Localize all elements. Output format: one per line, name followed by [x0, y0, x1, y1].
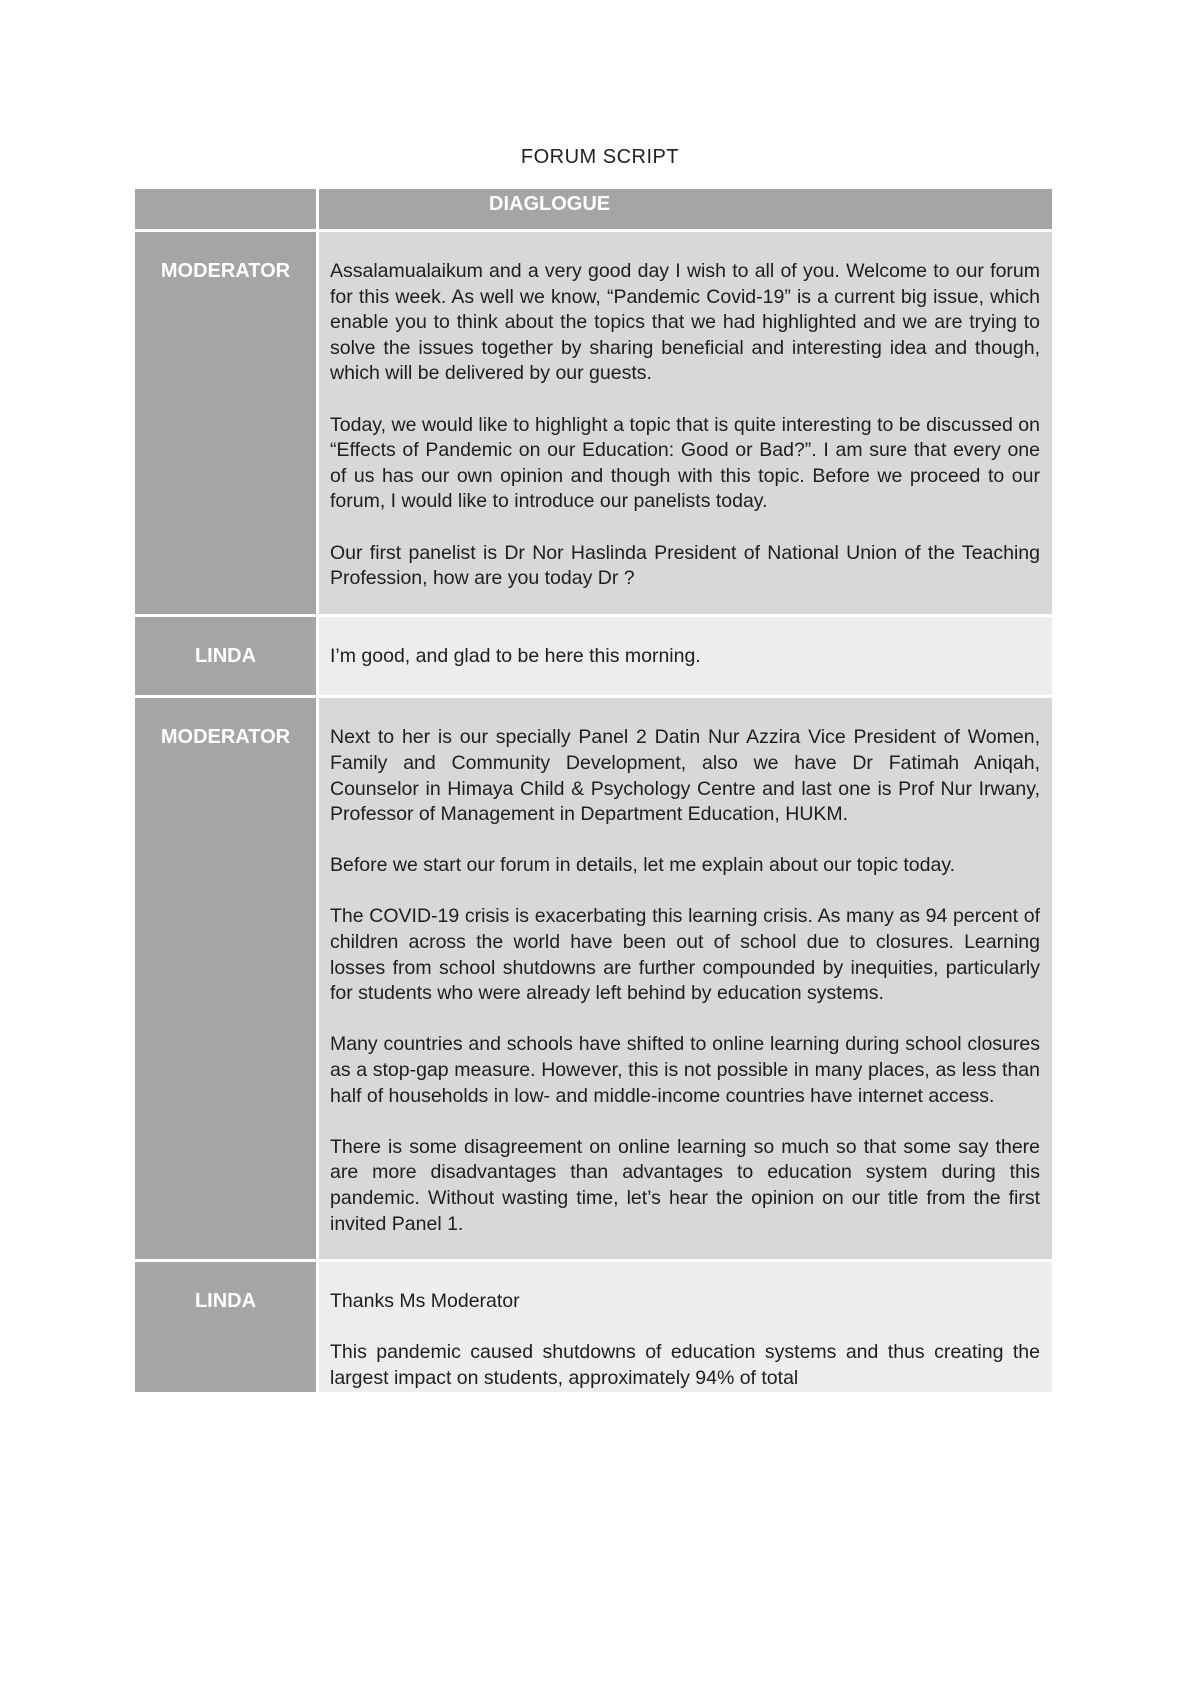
speaker-name: MODERATOR	[135, 698, 319, 1259]
dialogue-paragraph: Before we start our forum in details, let me explain about our topic today.	[330, 854, 956, 877]
dialogue-paragraph: Many countries and schools have shifted to online learning during school closures as a stop-gap measure. However, this is not possible in many places, as less than half of households in low- and middle-income countries have internet access.	[330, 1033, 1040, 1107]
page-title: FORUM SCRIPT	[520, 146, 680, 168]
dialogue-text	[319, 1262, 1052, 1391]
dialogue-paragraph: There is some disagreement on online learning so much so that some say there are more disadvantages than advantages to education system during this pandemic. Without wasting time, let’s hear the opinion on our title from the first invited Panel 1.	[330, 1135, 1040, 1235]
speaker-name: LINDA	[135, 617, 319, 696]
dialogue-text	[319, 232, 1052, 614]
dialogue-paragraph: Our first panelist is Dr Nor Haslinda President of National Union of the Teaching Profession, how are you today Dr ?	[330, 541, 1040, 590]
speaker-name: MODERATOR	[135, 232, 319, 614]
table-row	[135, 232, 1052, 617]
dialogue-paragraph: The COVID-19 crisis is exacerbating this learning crisis. As many as 94 percent of children across the world have been out of school due to closures. Learning losses from school shutdowns are further compounded by inequities, particularly for students who were already left behind by education systems.	[330, 905, 1040, 1005]
dialogue-text	[319, 617, 1052, 696]
dialogue-header-cell: DIAGLOGUE	[319, 189, 1052, 229]
table-row	[135, 617, 1052, 699]
dialogue-paragraph: Thanks Ms Moderator	[330, 1290, 520, 1313]
dialogue-paragraph: This pandemic caused shutdowns of education systems and thus creating the largest impact on students, approximately 94% of total	[330, 1341, 1040, 1389]
table-header-row	[135, 189, 1052, 232]
forum-script-table	[135, 189, 1052, 1544]
dialogue-paragraph: Assalamualaikum and a very good day I wish to all of you. Welcome to our forum for this week. As well we know, “Pandemic Covid-19” is a current big issue, which enable you to think about the topics that we had highlighted and we are trying to solve the issues together by sharing beneficial and interesting idea and though, which will be delivered by our guests.	[330, 260, 1040, 385]
dialogue-paragraph: I’m good, and glad to be here this morning.	[330, 644, 701, 667]
table-row	[135, 698, 1052, 1262]
speaker-name: LINDA	[135, 1262, 319, 1391]
dialogue-paragraph: Today, we would like to highlight a topic that is quite interesting to be discussed on “Effects of Pandemic on our Education: Good or Bad?”. I am sure that every one of us has our own opinion and though with this topic. Before we proceed to our forum, I would like to introduce our panelists today.	[330, 413, 1040, 513]
speaker-header-cell	[135, 189, 319, 229]
dialogue-text	[319, 698, 1052, 1259]
table-row	[135, 1262, 1052, 1391]
dialogue-paragraph: Next to her is our specially Panel 2 Datin Nur Azzira Vice President of Women, Family and Community Development, also we have Dr Fatimah Aniqah, Counselor in Himaya Child & Psychology Centre and last one is Prof Nur Irwany, Professor of Management in Department Education, HUKM.	[330, 726, 1040, 826]
